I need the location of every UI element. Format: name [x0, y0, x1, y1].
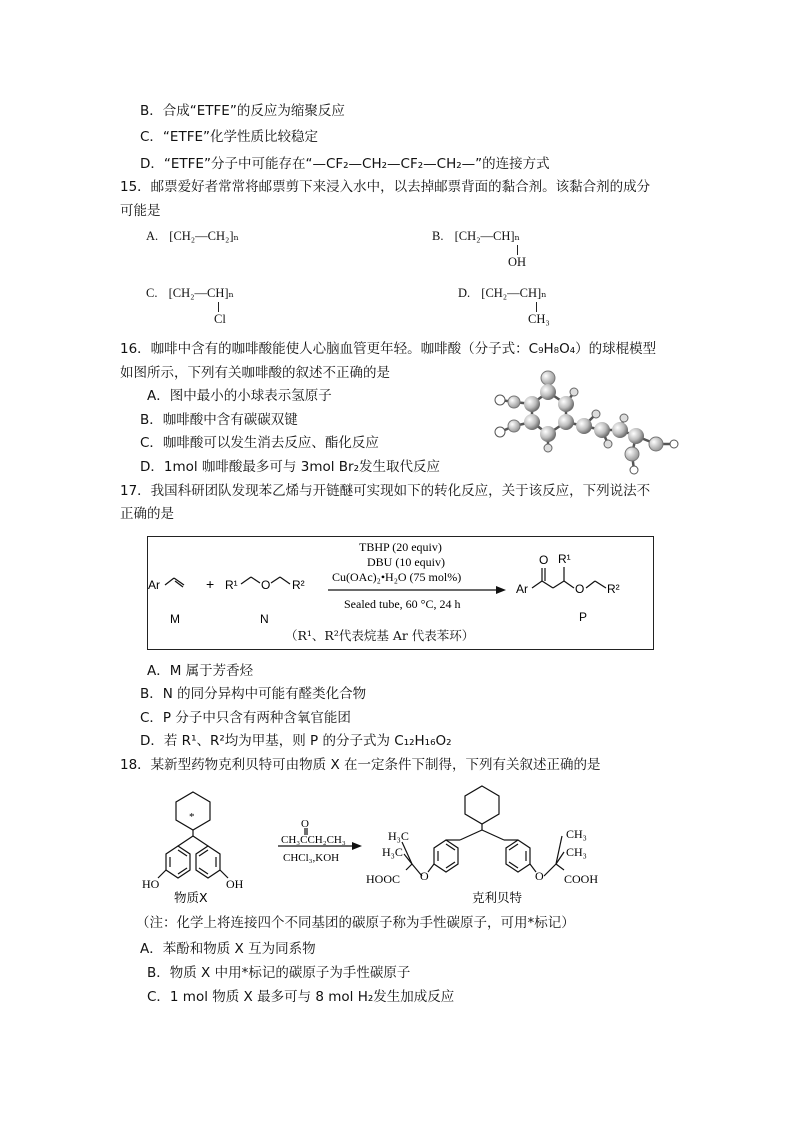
q15-stem-line1: 15．邮票爱好者常常将邮票剪下来浸入水中，以去掉邮票背面的黏合剂。该黏合剂的成分	[120, 179, 651, 195]
product-name-label: 克利贝特	[472, 890, 523, 905]
q18-option-c: C．1 mol 物质 X 最多可与 8 mol H₂发生加成反应	[147, 989, 455, 1005]
q18-reaction-scheme	[130, 780, 640, 910]
q17-p-r1: R¹	[558, 552, 571, 566]
q17-option-c: C．P 分子中只含有两种含氧官能团	[140, 710, 351, 726]
q17-label-n: N	[260, 612, 269, 626]
q15-c-bond	[218, 302, 219, 312]
q15-option-c	[146, 285, 286, 329]
product-o-right: O	[535, 869, 544, 883]
q17-option-d: D．若 R¹、R²均为甲基，则 P 的分子式为 C₁₂H₁₆O₂	[140, 733, 452, 749]
q15-d-sub: CH₃	[528, 312, 550, 326]
q18-reagent-butanone: CH₃CCH₂CH₃	[281, 834, 346, 846]
q17-note: （R¹、R²代表烷基 Ar 代表苯环）	[285, 628, 475, 643]
product-ch3-mid: CH₃	[566, 845, 587, 859]
q17-p-r2: R²	[607, 582, 620, 596]
q18-option-a: A．苯酚和物质 X 互为同系物	[140, 941, 316, 957]
q15-d-formula: [CH₂—CH]ₙ	[481, 286, 547, 300]
q15-option-d	[458, 285, 598, 329]
x-oh: OH	[226, 877, 244, 891]
product-cooh: COOH	[564, 872, 599, 886]
x-ho: HO	[142, 877, 160, 891]
q18-reagent-chcl3-koh: CHCl₃,KOH	[283, 852, 340, 864]
x-name-label: 物质X	[174, 890, 208, 905]
q15-b-label: B.	[432, 229, 444, 243]
q16-option-d: D．1mol 咖啡酸最多可与 3mol Br₂发生取代反应	[140, 459, 440, 475]
q15-c-formula: [CH₂—CH]ₙ	[168, 286, 234, 300]
q14-option-c: C．“ETFE”化学性质比较稳定	[140, 129, 318, 145]
q17-condition: Sealed tube, 60 °C, 24 h	[344, 597, 461, 611]
product-ch3-top: CH₃	[566, 827, 587, 841]
q17-n-r1: R¹	[225, 578, 238, 592]
q17-m-ar: Ar	[148, 578, 160, 592]
q17-p-o-ether: O	[575, 582, 585, 596]
q17-label-m: M	[170, 612, 180, 626]
q17-arrow-head	[496, 586, 506, 594]
product-cyclohexane	[465, 786, 499, 824]
q16-stem-line2: 如图所示，下列有关咖啡酸的叙述不正确的是	[120, 365, 390, 381]
q15-stem-line2: 可能是	[120, 203, 161, 219]
q15-c-sub: Cl	[214, 312, 226, 326]
q15-c-label: C.	[146, 286, 158, 300]
q15-a-label: A.	[146, 229, 159, 243]
q17-plus: +	[206, 576, 215, 592]
product-o-left: O	[420, 869, 429, 883]
q17-reaction-box	[147, 536, 654, 650]
q16-option-a: A．图中最小的小球表示氢原子	[147, 388, 332, 404]
q18-reagent-o: O	[301, 818, 309, 830]
q15-b-formula: [CH₂—CH]ₙ	[454, 229, 520, 243]
q17-reagent-1: TBHP (20 equiv)	[359, 540, 442, 554]
q17-stem-line2: 正确的是	[120, 506, 174, 522]
q16-option-c: C．咖啡酸可以发生消去反应、酯化反应	[140, 435, 379, 451]
q17-p-o-carbonyl: O	[539, 553, 549, 567]
q15-a-formula: [CH₂—CH₂]ₙ	[169, 229, 239, 243]
x-chiral-star: *	[189, 811, 195, 823]
q18-stem: 18．某新型药物克利贝特可由物质 X 在一定条件下制得，下列有关叙述正确的是	[120, 757, 601, 773]
q17-reagent-2: DBU (10 equiv)	[367, 555, 445, 569]
q18-option-b: B．物质 X 中用*标记的碳原子为手性碳原子	[147, 965, 411, 981]
q18-note: （注：化学上将连接四个不同基团的碳原子称为手性碳原子，可用*标记）	[136, 915, 575, 931]
q15-option-a	[146, 228, 239, 244]
q14-option-d: D．“ETFE”分子中可能存在“—CF₂—CH₂—CF₂—CH₂—”的连接方式	[140, 156, 550, 172]
product-h3c-top: H₃C	[388, 829, 409, 843]
q17-option-a: A．M 属于芳香烃	[147, 663, 254, 679]
q17-p-ar: Ar	[516, 582, 528, 596]
q17-n-o: O	[261, 578, 271, 592]
caffeic-acid-ball-stick-model	[484, 360, 689, 480]
q17-n-r2: R²	[292, 578, 305, 592]
q17-reagent-3: Cu(OAc)₂•H₂O (75 mol%)	[332, 570, 462, 584]
q16-stem-line1: 16．咖啡中含有的咖啡酸能使人心脑血管更年轻。咖啡酸（分子式：C₉H₈O₄）的球棍模型	[120, 341, 657, 357]
q15-d-label: D.	[458, 286, 471, 300]
q15-b-bond	[517, 245, 518, 255]
q16-option-b: B．咖啡酸中含有碳碳双键	[140, 412, 298, 428]
product-h3c-mid: H₃C	[382, 845, 403, 859]
q17-stem-line1: 17．我国科研团队发现苯乙烯与开链醚可实现如下的转化反应，关于该反应，下列说法不	[120, 483, 651, 499]
product-hooc: HOOC	[366, 872, 401, 886]
q17-option-b: B．N 的同分异构中可能有醛类化合物	[140, 686, 367, 702]
q17-label-p: P	[579, 610, 588, 624]
q15-option-b	[432, 228, 572, 272]
q14-option-b: B．合成“ETFE”的反应为缩聚反应	[140, 103, 345, 119]
q15-d-bond	[536, 302, 537, 312]
q15-b-sub: OH	[508, 255, 527, 269]
